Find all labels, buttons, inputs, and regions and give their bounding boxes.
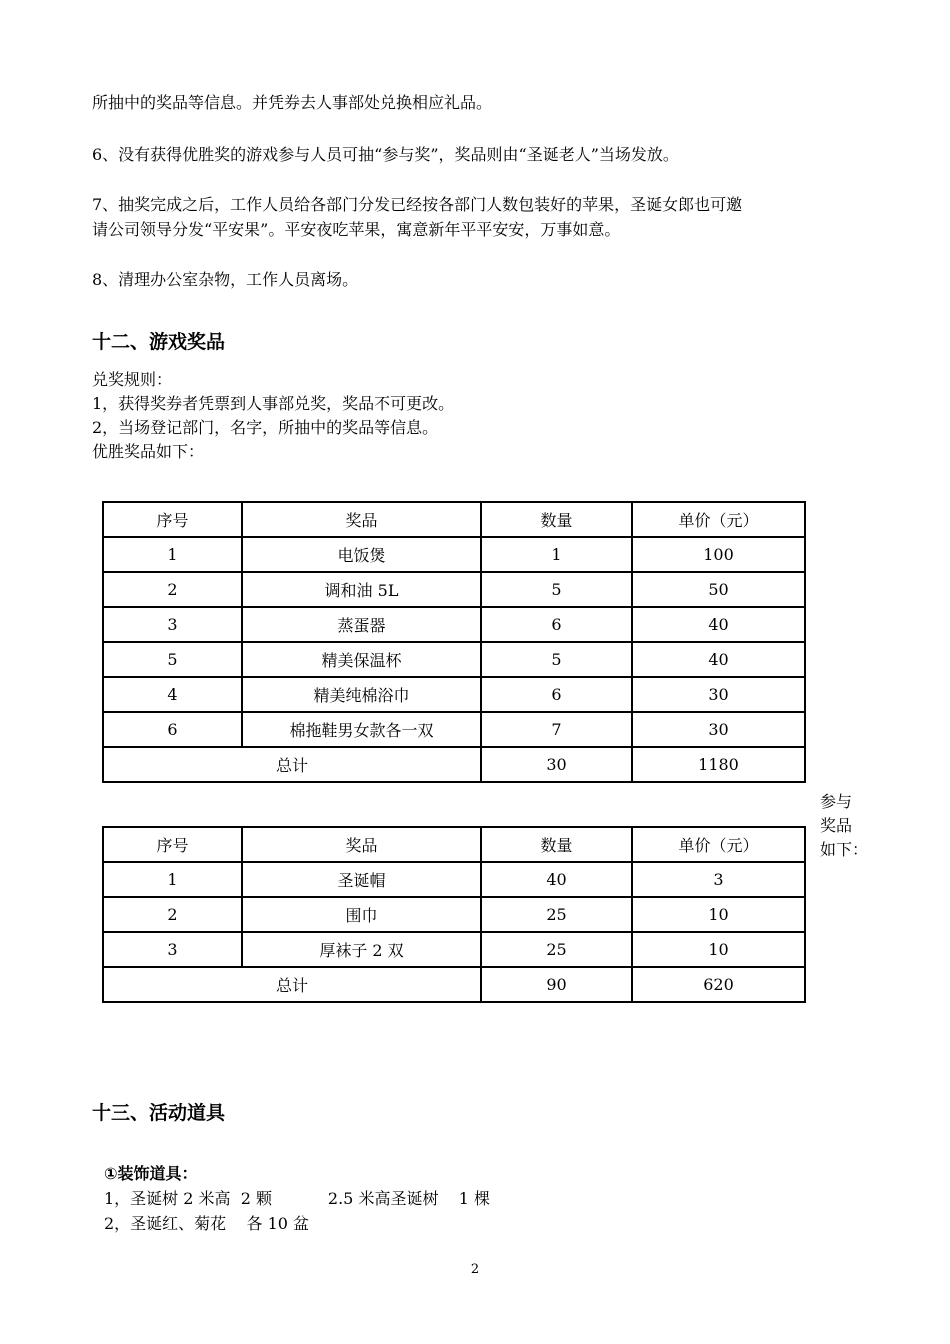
total-label: 总计 xyxy=(103,967,481,1002)
table-row xyxy=(103,572,805,607)
participation-label-line: 奖品 xyxy=(820,816,853,835)
table-cell: 30 xyxy=(632,677,805,712)
table-cell: 精美保温杯 xyxy=(242,642,481,677)
table-cell: 棉拖鞋男女款各一双 xyxy=(242,712,481,747)
header-cell: 奖品 xyxy=(242,827,481,862)
rule-1: 1，获得奖券者凭票到人事部兑奖，奖品不可更改。 xyxy=(92,394,455,413)
table-row xyxy=(103,677,805,712)
rule-2: 2，当场登记部门，名字，所抽中的奖品等信息。 xyxy=(92,418,439,437)
table-header-row xyxy=(103,502,805,537)
header-cell: 单价（元） xyxy=(632,827,805,862)
table-cell: 3 xyxy=(103,607,242,642)
participation-label xyxy=(820,790,868,862)
table-row xyxy=(103,932,805,967)
table-cell: 10 xyxy=(632,897,805,932)
table-cell: 5 xyxy=(481,572,632,607)
table-cell: 调和油 5L xyxy=(242,572,481,607)
total-price: 620 xyxy=(632,967,805,1002)
header-cell: 数量 xyxy=(481,827,632,862)
table-cell: 25 xyxy=(481,897,632,932)
table-cell: 40 xyxy=(632,642,805,677)
participation-table xyxy=(102,826,806,1003)
table-cell: 6 xyxy=(103,712,242,747)
table-cell: 7 xyxy=(481,712,632,747)
table-cell: 精美纯棉浴巾 xyxy=(242,677,481,712)
section-13-heading: 十三、活动道具 xyxy=(92,1102,226,1124)
header-cell: 序号 xyxy=(103,827,242,862)
table-row xyxy=(103,642,805,677)
header-cell: 数量 xyxy=(481,502,632,537)
table-row xyxy=(103,607,805,642)
total-label: 总计 xyxy=(103,747,481,782)
participation-label-line: 如下： xyxy=(820,840,869,859)
header-cell: 奖品 xyxy=(242,502,481,537)
table-cell: 50 xyxy=(632,572,805,607)
table-cell: 25 xyxy=(481,932,632,967)
table-cell: 圣诞帽 xyxy=(242,862,481,897)
winners-table xyxy=(102,501,806,783)
table-cell: 40 xyxy=(632,607,805,642)
paragraph-item-7-line2: 请公司领导分发“平安果”。平安夜吃苹果，寓意新年平平安安，万事如意。 xyxy=(92,220,621,239)
paragraph-item-8: 8、清理办公室杂物，工作人员离场。 xyxy=(92,270,359,289)
table-row xyxy=(103,537,805,572)
paragraph-1: 所抽中的奖品等信息。并凭券去人事部处兑换相应礼品。 xyxy=(92,93,493,112)
paragraph-item-7-line1: 7、抽奖完成之后，工作人员给各部门分发已经按各部门人数包装好的苹果，圣诞女郎也可邀 xyxy=(92,195,743,214)
table-cell: 围巾 xyxy=(242,897,481,932)
table-cell: 1 xyxy=(103,537,242,572)
table-cell: 10 xyxy=(632,932,805,967)
table-header-row xyxy=(103,827,805,862)
table-row xyxy=(103,712,805,747)
table-cell: 3 xyxy=(632,862,805,897)
table-total-row xyxy=(103,747,805,782)
table-cell: 100 xyxy=(632,537,805,572)
total-price: 1180 xyxy=(632,747,805,782)
decoration-props-heading: ①装饰道具： xyxy=(104,1164,198,1183)
participation-label-line: 参与 xyxy=(820,792,853,811)
winners-intro: 优胜奖品如下： xyxy=(92,442,205,461)
section-12-heading: 十二、游戏奖品 xyxy=(92,331,226,353)
table-cell: 3 xyxy=(103,932,242,967)
table-cell: 厚袜子 2 双 xyxy=(242,932,481,967)
props-item-2: 2，圣诞红、菊花 各 10 盆 xyxy=(104,1214,310,1233)
total-quantity: 90 xyxy=(481,967,632,1002)
page-number: 2 xyxy=(470,1262,480,1277)
rules-title: 兑奖规则： xyxy=(92,370,173,389)
props-item-1: 1，圣诞树 2 米高 2 颗 2.5 米高圣诞树 1 棵 xyxy=(104,1189,491,1208)
table-cell: 蒸蛋器 xyxy=(242,607,481,642)
table-total-row xyxy=(103,967,805,1002)
paragraph-item-6: 6、没有获得优胜奖的游戏参与人员可抽“参与奖”，奖品则由“圣诞老人”当场发放。 xyxy=(92,145,679,164)
table-cell: 6 xyxy=(481,607,632,642)
table-cell: 1 xyxy=(481,537,632,572)
header-cell: 序号 xyxy=(103,502,242,537)
table-row xyxy=(103,897,805,932)
header-cell: 单价（元） xyxy=(632,502,805,537)
table-cell: 5 xyxy=(481,642,632,677)
table-cell: 2 xyxy=(103,572,242,607)
table-cell: 6 xyxy=(481,677,632,712)
table-row xyxy=(103,862,805,897)
table-cell: 40 xyxy=(481,862,632,897)
table-cell: 电饭煲 xyxy=(242,537,481,572)
table-cell: 2 xyxy=(103,897,242,932)
table-cell: 1 xyxy=(103,862,242,897)
total-quantity: 30 xyxy=(481,747,632,782)
table-cell: 4 xyxy=(103,677,242,712)
table-cell: 30 xyxy=(632,712,805,747)
table-cell: 5 xyxy=(103,642,242,677)
